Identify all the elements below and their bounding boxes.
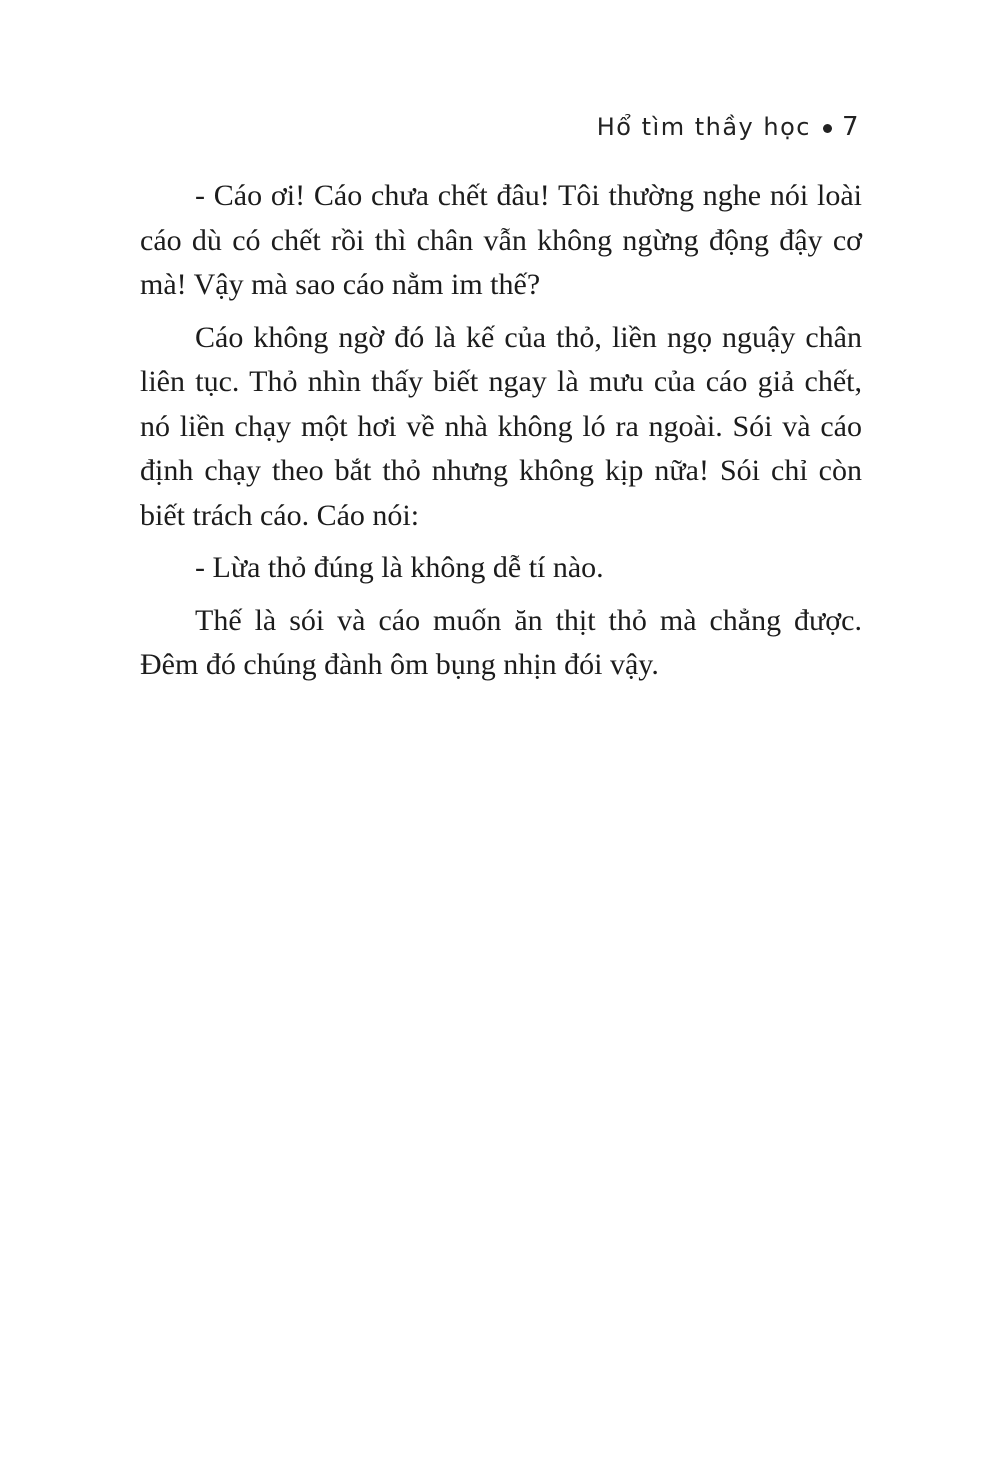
page-number: 7 <box>841 112 860 142</box>
paragraph: Thế là sói và cáo muốn ăn thịt thỏ mà chẳng được. Đêm đó chúng đành ôm bụng nhịn đói vậy. <box>140 603 862 681</box>
paragraph: - Cáo ơi! Cáo chưa chết đâu! Tôi thường nghe nói loài cáo dù có chết rồi thì chân vẫn không ngừng động đậy cơ mà! Vậy mà sao cáo nằm im thế? <box>140 179 862 301</box>
body-text <box>140 174 862 696</box>
paragraph: Cáo không ngờ đó là kế của thỏ, liền ngọ nguậy chân liên tục. Thỏ nhìn thấy biết ngay là mưu của cáo giả chết, nó liền chạy một hơi về nhà không ló ra ngoài. Sói và cáo định chạy theo bắt thỏ nhưng không kịp nữa! Sói chỉ còn biết trách cáo. Cáo nói: <box>140 320 862 532</box>
paragraph: - Lừa thỏ đúng là không dễ tí nào. <box>195 551 604 584</box>
bullet-separator-icon <box>823 124 832 133</box>
chapter-title: Hổ tìm thầy học <box>596 113 811 141</box>
running-header <box>597 112 860 142</box>
